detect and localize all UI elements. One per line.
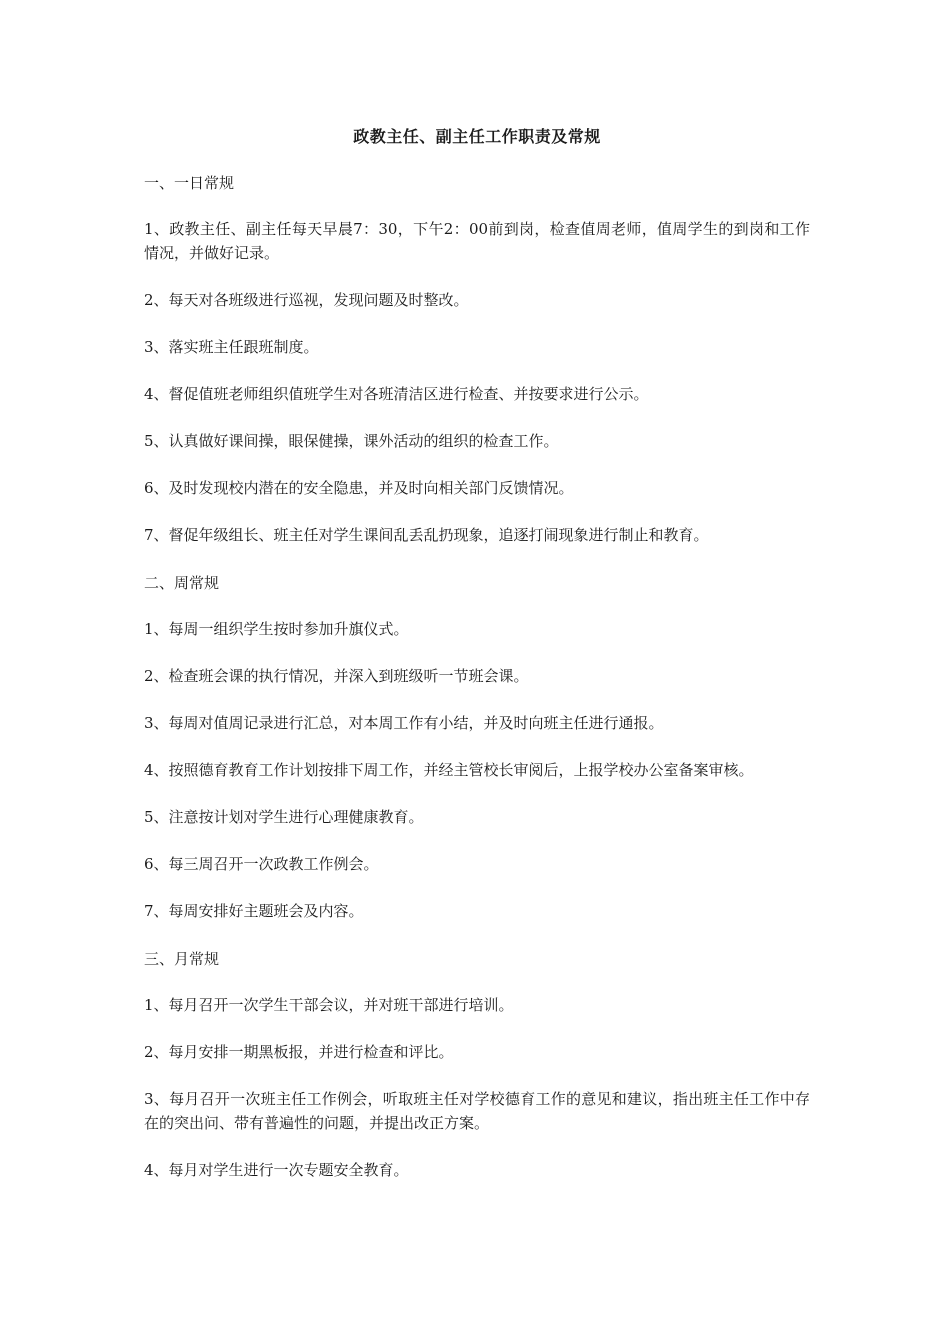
list-item: 4、督促值班老师组织值班学生对各班清洁区进行检查、并按要求进行公示。 [144,385,649,403]
section-heading: 三、月常规 [144,950,220,968]
list-item: 6、及时发现校内潜在的安全隐患，并及时向相关部门反馈情况。 [144,479,574,497]
section-weekly [144,570,810,923]
list-item: 1、每周一组织学生按时参加升旗仪式。 [144,620,409,638]
section-heading: 一、一日常规 [144,174,235,192]
list-item: 2、每天对各班级进行巡视，发现问题及时整改。 [144,291,469,309]
list-item: 2、检查班会课的执行情况，并深入到班级听一节班会课。 [144,667,529,685]
list-item: 3、每月召开一次班主任工作例会，听取班主任对学校德育工作的意见和建议，指出班主任工作中存在的突出问、带有普遍性的问题，并提出改正方案。 [144,1090,810,1132]
document-title: 政教主任、副主任工作职责及常规 [353,127,601,146]
list-item: 1、每月召开一次学生干部会议，并对班干部进行培训。 [144,996,514,1014]
list-item: 5、认真做好课间操，眼保健操，课外活动的组织的检查工作。 [144,432,559,450]
section-monthly [144,946,810,1182]
list-item: 6、每三周召开一次政教工作例会。 [144,855,379,873]
list-item: 1、政教主任、副主任每天早晨7：30，下午2：00前到岗，检查值周老师，值周学生的到岗和工作情况，并做好记录。 [144,220,810,262]
list-item: 5、注意按计划对学生进行心理健康教育。 [144,808,424,826]
list-item: 3、落实班主任跟班制度。 [144,338,319,356]
document-page [144,124,810,1205]
list-item: 4、每月对学生进行一次专题安全教育。 [144,1161,409,1179]
list-item: 3、每周对值周记录进行汇总，对本周工作有小结，并及时向班主任进行通报。 [144,714,664,732]
section-heading: 二、周常规 [144,574,220,592]
section-daily [144,170,810,547]
list-item: 7、督促年级组长、班主任对学生课间乱丢乱扔现象，追逐打闹现象进行制止和教育。 [144,526,709,544]
list-item: 4、按照德育教育工作计划按排下周工作，并经主管校长审阅后，上报学校办公室备案审核。 [144,761,754,779]
list-item: 2、每月安排一期黑板报，并进行检查和评比。 [144,1043,454,1061]
list-item: 7、每周安排好主题班会及内容。 [144,902,364,920]
